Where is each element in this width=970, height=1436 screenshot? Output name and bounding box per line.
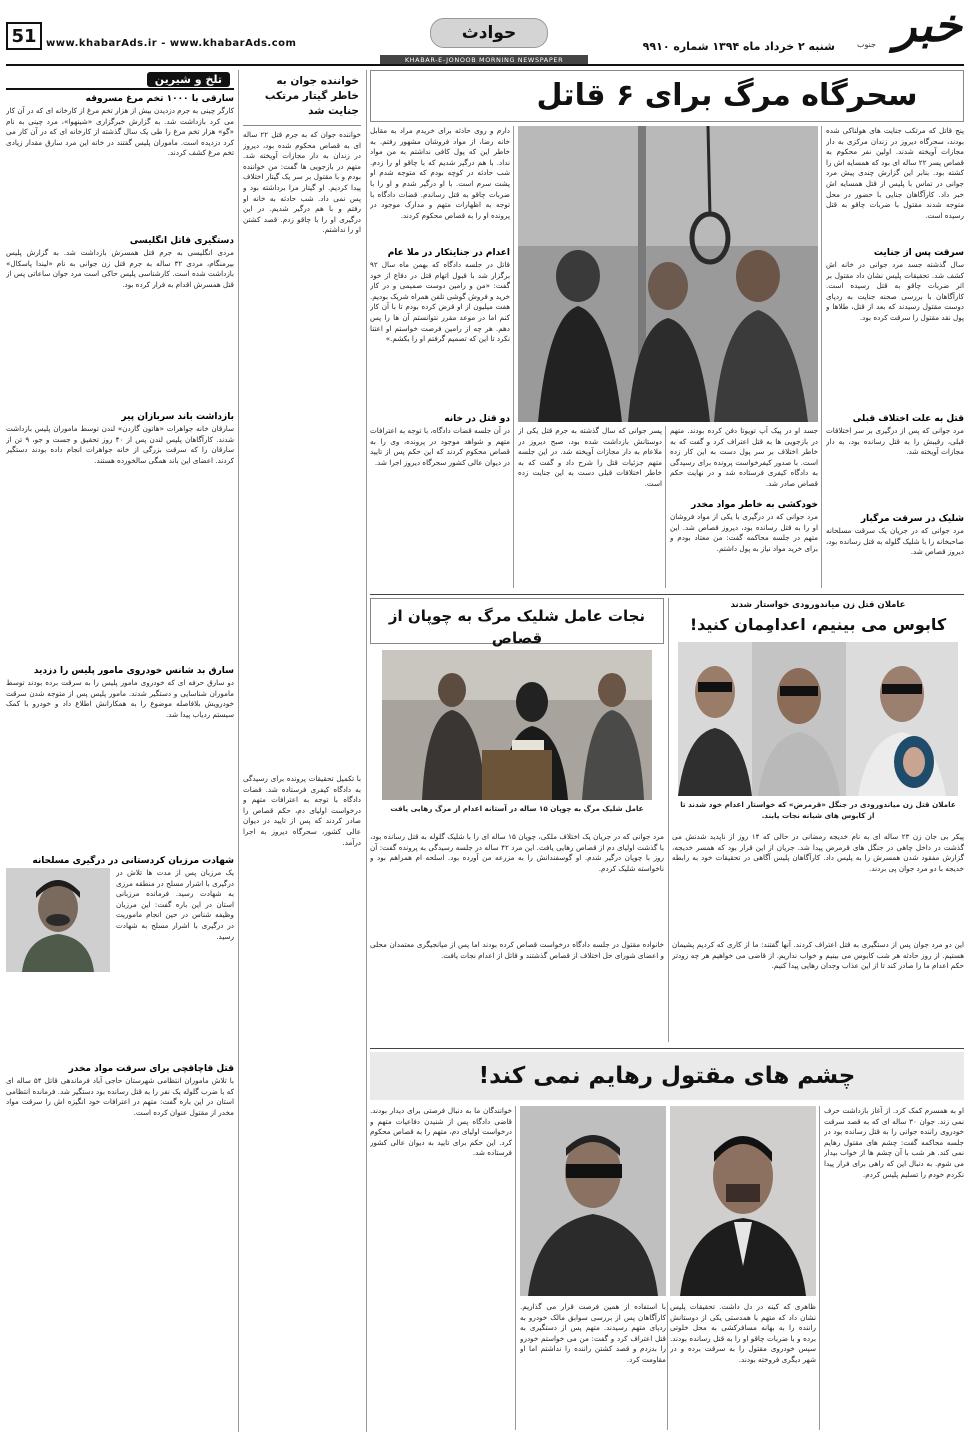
girl-headline: کابوس می بینیم، اعدامِمان کنید! [689,615,947,634]
item-5-body: یک مرزبان پس از مدت ها تلاش در درگیری با اشرار مسلح در منطقه مرزی به شهادت رسید. فرمانده مرزبانی استان در این باره گفت: این مرزبان وظیفه شناس در حین انجام ماموریت در درگیری با اشرار مسلح به شهادت رسید. [116,868,234,941]
main-col2-text: دارم و روی حادثه برای خریدم مراد به مقابل خانه رضا، از مواد فروشان مشهور رفتم. به خاطر این که پول کافی نداشتم به من مواد نداد. با هم درگیر شدیم که با چاقو او را زدم. شب حادثه در کوچه بودم که متوجه شدم او پشت سرم است. با او درگیر شدم و او را با ضربات چاقو به قتل رساندم. قضات دادگاه با توجه به اظهارات متهم و مدارک موجود در پرونده او را به قصاص محکوم کردند. [370,126,510,220]
shepherd-body-block [370,832,664,1042]
website[interactable]: www.khabarAds.ir - www.khabarAds.com [46,38,297,49]
section-title: حوادث [461,23,517,43]
masthead [0,0,970,62]
bitter-item-5 [6,856,234,1058]
main-col-4 [826,126,964,588]
bitter-item-2 [6,236,234,398]
bitter-item-1 [6,94,234,218]
eyes-rule-a [819,1106,820,1430]
main-col-3 [670,426,818,588]
item-1-body: کارگر چینی به جرم دزدیدن بیش از هزار تخم مرغ از کارخانه ای که در آن کار می کرد بازداشت شد. به گزارش خبرگزاری «شینهوا»، مرد چینی به نام «گو» هزار تخم مرغ را طی یک سال گذشته از کارخانه ای که در آن کار می کرد دزدیده است. ماموران پلیس گفتند در خانه این مرد سارق مقدار زیادی تخم مرغ کشف کردند. [6,106,234,158]
eyes-story [370,1052,964,1432]
bitter-item-6 [6,1064,234,1376]
column-rule-2 [366,70,367,1432]
item-2-body: مردی انگلیسی به جرم قتل همسرش بازداشت شد. به گزارش پلیس بیرمنگام، مردی ۳۲ ساله به جرم قتل زن جوانی به نام «لیندا پاسکال» بازداشت شده است. کارشناسی پلیس حاکی است مرد جوان ساعاتی پس از قتل همسرش اقدام به فرار کرده بود. [6,248,234,289]
page-number-box [6,22,42,50]
item-4-title: سارق بد شانس خودروی مامور پلیس را دزدید [33,666,234,676]
main-sub5: قتل به علت اختلاف قبلی [852,414,964,424]
shepherd-body-2: خانواده مقتول در جلسه دادگاه درخواست قصاص کرده بودند اما پس از میانجیگری معتمدان محلی و اعضای شورای حل اختلاف از قصاص گذشتند و قاتل از اعدام نجات یافت. [370,940,664,960]
item-1-title: سارقی با ۱۰۰۰ تخم مرغ مسروقه [85,94,234,104]
banner-text: KHABAR-E-JONOOB MORNING NEWSPAPER [404,55,564,64]
eyes-col-4 [370,1106,512,1430]
main-col4c-text: مرد جوانی که پس از درگیری بر سر اختلافات قبلی، رقیبش را به قتل رسانده بود، به دار مجازات آویخته شد. [826,426,964,457]
eyes-col1-text: او به همسرم کمک کرد. از آغاز بازداشت حرف نمی زند. جوان ۳۰ ساله ای که به قصد سرقت خودروی راننده جوانی را به قتل رسانده بود در جلسه محاکمه گفت: چشم های مقتول رهایم نمی کند. هر شب با آن چشم ها از خواب بیدار می شوم. به دنبال این که راهی برای فرار پیدا نکردم خودم را تسلیم پلیس کردم. [824,1106,964,1179]
sidebar-rule [238,70,239,1432]
main-col4b-text: سال گذشته جسد مرد جوانی در خانه اش کشف شد. تحقیقات پلیس نشان داد مقتول بر اثر ضربات چاقو به قتل رسیده است. کارآگاهان با بررسی صحنه جنایت به ردپای دوست مقتول رسیدند که بعد از قتل، طلاها و پول نقد مقتول را سرقت کرده بود. [826,260,964,322]
section-tab [430,18,548,48]
item-3-body: سارقان خانه جواهرات «هاتون گاردن» لندن توسط ماموران پلیس بازداشت شدند. کارآگاهان پلیس لندن پس از ۴۰ روز تحقیق و جست و جو، ۹ تن از سارقان را که سرقت بزرگی از خانه جواهرات انجام داده بودند دستگیر کردند. اعضای این باند همگی سالخورده هستند. [6,424,234,465]
page-number: 51 [11,25,37,47]
main-story [370,70,964,590]
girl-body-block [672,832,964,1042]
shepherd-court-photo [382,650,652,800]
banner-strip [380,55,588,64]
eyes-col2-text: ظاهری که کینه در دل داشت. تحقیقات پلیس نشان داد که متهم با همدستی یکی از دوستانش راننده را به بهانه مسافرکشی به محل خلوتی برده و با ضربات چاقو او را به قتل رسانده بودند. سپس خودروی مقتول را به سرقت برده و در شهر دیگری فروخته بودند. [670,1302,816,1364]
bitter-sweet-column [6,70,234,1432]
bitter-sweet-label: تلخ و شیرین [147,72,230,87]
eyes-rule-c [515,1106,516,1430]
mid-rule-2 [668,832,669,1042]
bitter-sweet-label-bar [6,70,234,90]
main-sub4: سرقت پس از جنایت [873,248,964,258]
main-sub1: دو قتل در خانه [444,414,510,424]
eyes-col-3 [520,1302,666,1430]
main-col2b-text: پسر جوانی که سال گذشته به جرم قتل یکی از دوستانش بازداشت شده بود، صبح دیروز در ملاعام به دار مجازات آویخته شد. در این جلسه متهم جزئیات قتل را شرح داد و گفت که به خاطر اختلافات قبلی دست به این جنایت زده است. [518,426,662,488]
main-col1-text: قاتل در جلسه دادگاه که بهمن ماه سال ۹۲ برگزار شد با قبول اتهام قتل در دفاع از خود گفت: «من و رامین دوست صمیمی و در کار خرید و فروش گوشی تلفن همراه شریک بودیم. هفت میلیون از او قرض کرده بودم تا با آن کار کنم اما در موعد مقرر نتوانستم آن ها را پس دهم. هر چه از رامین فرصت خواستم او اعتنا نکرد تا این که تصمیم گرفتم او را بکشم.» [370,260,510,344]
main-headline-box [370,70,964,122]
item-2-title: دستگیری قاتل انگلیسی [129,236,234,246]
victim-photo [670,1106,816,1296]
singer-body-2: با تکمیل تحقیقات پرونده برای رسیدگی به دادگاه کیفری فرستاده شد. قضات دادگاه با توجه به اعترافات متهم و درخواست اولیای دم، حکم قصاص را صادر کردند که پس از تایید در دیوان عالی کشور، سحرگاه دیروز به اجرا درآمد. [243,774,361,847]
logo-sub: جنوب [856,40,876,49]
item-6-title: قتل قاچاقچی برای سرقت مواد مخدر [68,1064,234,1074]
masthead-rule [6,64,964,66]
shepherd-headline: نجات عامل شلیک مرگ به چوپان از قصاص [370,598,664,644]
singer-story [243,70,361,1432]
singer-body: خواننده جوان که به جرم قتل ۲۲ ساله ای به قصاص محکوم شده بود، دیروز در زندان به دار مجازات آویخته شد. متهم در بازجویی ها گفت: من خواننده بودم و با مقتول بر سر یک گیتار اختلاف پیدا کردیم. او گیتار مرا برداشته بود و پس نمی داد. شب حادثه به خانه او رفتم و با هم درگیر شدیم. در این درگیری او را با چاقو زدم. قصد کشتن او را نداشتم. [243,130,361,235]
shepherd-body: مرد جوانی که در جریان یک اختلاف ملکی، چوپان ۱۵ ساله ای را با شلیک گلوله به قتل رسانده بود، با گذشت اولیای دم از قصاص رهایی یافت. این مرد ۴۲ ساله در جلسه رسیدگی به پرونده گفت: آن روز با چوپان درگیر شدم. او گوسفندانش را به مزرعه من آورده بود. اسلحه ام همراهم بود و ناخواسته شلیک کردم. [370,832,664,873]
eyes-headline: چشم های مقتول رهایم نمی کند! [370,1052,964,1100]
date-line: شنبه ۲ خرداد ماه ۱۳۹۴ شماره ۹۹۱۰ [642,40,835,53]
shepherd-caption: عامل شلیک مرگ به چوپان ۱۵ ساله در آستانه اعدام از مرگ رهایی یافت [390,804,644,813]
main-rule-b [665,426,666,588]
main-col3b-text: مرد جوانی که در درگیری با یکی از مواد فروشان او را به قتل رسانده بود، دیروز قصاص شد. این متهم در جلسه محاکمه گفت: من معتاد بودم و برای خرید مواد نیاز به پول داشتم. [670,512,818,553]
main-rule-c [513,126,514,588]
eyes-col4-text: خوانندگان ما به دنبال فرصتی برای دیدار بودند. قاضی دادگاه پس از شنیدن دفاعیات متهم و درخواست اولیای دم، متهم را به قصاص محکوم کرد. این حکم برای تایید به دیوان عالی کشور فرستاده شد. [370,1106,512,1158]
main-headline: سحرگاه مرگ برای ۶ قاتل [536,78,918,113]
main-col-3b [518,426,662,588]
newspaper-logo [842,0,962,56]
girl-caption: عاملان قتل زن میاندورودی در جنگل «قرمرض» که خواستار اعدام خود شدند تا از کابوس های شبانه نجات یابند. [680,800,956,820]
eyes-col-1 [824,1106,964,1430]
main-col4d-text: مرد جوانی که در جریان یک سرقت مسلحانه صاحبخانه را با شلیک گلوله به قتل رسانده بود، دیروز قصاص شد. [826,526,964,557]
suspect-photo [520,1106,666,1296]
main-sub3: خودکشی به خاطر مواد مخدر [691,500,818,510]
main-col1b-text: در آن جلسه قضات دادگاه، با توجه به اعترافات متهم و شواهد موجود در پرونده، وی را به قصاص محکوم کردند که این حکم پس از تایید در دیوان عالی کشور سحرگاه دیروز اجرا شد. [370,426,510,467]
girl-kicker: عاملان قتل زن میاندورودی خواستار شدند [730,600,906,610]
eyes-top-rule [370,1048,964,1049]
main-col3-text: جسد او در پیک آپ تویوتا دفن کرده بودند. متهم در بازجویی ها به قتل اعتراف کرد و گفت که به خاطر اختلاف بر سر پول دست به این کار زده است. با صدور کیفرخواست پرونده برای رسیدگی به دادگاه کیفری فرستاده شد و در نهایت حکم قصاص صادر شد. [670,426,818,488]
bitter-item-4 [6,666,234,848]
main-sub6: شلیک در سرقت مرگبار [860,514,964,524]
gallows-photo [518,126,818,422]
main-col4-text: پنج قاتل که مرتکب جنایت های هولناکی شده بودند، سحرگاه دیروز در زندان مرکزی به دار مجازات آویخته شدند. اولین نفر محکوم به قصاص پسر ۲۲ ساله ای بود که همسایه اش را کشته بود. بنابر این گزارش چندی پیش مرد جوانی در تماس با پلیس از قتل همسایه اش خبر داد. کارآگاهان جنایی با حضور در محل متوجه شدند مقتول با ضربات چاقو به قتل رسیده است. [826,126,964,220]
bitter-item-3 [6,412,234,660]
main-bottom-rule [370,594,964,595]
eyes-col-2 [670,1302,816,1430]
eyes-col3-text: با استفاده از همین فرصت قرار می گذاریم. کارآگاهان پس از بررسی سوابق مالک خودرو به ردپای متهم رسیدند. متهم پس از دستگیری به قتل اعتراف کرد و گفت: من می خواستم خودرو را بدزدم و قصد کشتن راننده را نداشتم اما او مقاومت کرد. [520,1302,666,1364]
item-5-title: شهادت مرزبان کردستانی در درگیری مسلحانه [32,856,234,866]
main-sub2: اعدام در جنایتکار در ملا عام [387,248,510,258]
singer-headline: خواننده جوان به خاطر گیتار مرتکب جنایت شد [243,70,361,126]
item-6-body: با تلاش ماموران انتظامی شهرستان حاجی آباد فرماندهی قاتل ۵۴ ساله ای که با ضرب گلوله یک نفر را به قتل رسانده بود دستگیر شد. فرمانده انتظامی استان در این باره گفت: متهم در اعترافات خود انگیزه اش را سرقت مواد مخدر از مقتول عنوان کرده است. [6,1076,234,1117]
item-3-title: بازداشت باند سربازان پیر [121,412,234,422]
logo-text: خبر [894,0,962,52]
girl-body: پیکر بی جان زن ۲۳ ساله ای به نام خدیجه رمضانی در حالی که ۱۴ روز از ناپدید شدنش می گذشت در داخل چاهی در جنگل های قرمرض پیدا شد. جریان از این قرار بود که همسر خدیجه، گزارش مفقود شدن همسرش را به پلیس داد. کارآگاهان پلیس آگاهی در تحقیقات خود به رابطه خدیجه با دو مرد جوان پی بردند. [672,832,964,873]
girl-body-2: این دو مرد جوان پس از دستگیری به قتل اعتراف کردند. آنها گفتند: ما از کاری که کردیم پشیمان هستیم. از روز حادثه هر شب کابوس می بینیم و خواب نداریم. از قاضی می خواهیم هر چه زودتر حکم اعدام ما را صادر کند تا از این عذاب وجدان رهایی پیدا کنیم. [672,940,964,971]
girl-suspects-photo [678,642,958,796]
border-guard-photo [6,868,110,972]
eyes-rule-b [667,1302,668,1430]
main-col-2 [370,126,510,588]
item-4-body: دو سارق حرفه ای که خودروی مامور پلیس را به سرقت برده بودند توسط ماموران شناسایی و دستگیر شدند. مامور پلیس پس از متوجه شدن سرقت خودرویش بلافاصله موضوع را به همکارانش اطلاع داد و خودرو با کمک سیستم ردیاب پیدا شد. [6,678,234,719]
main-rule-a [821,126,822,588]
